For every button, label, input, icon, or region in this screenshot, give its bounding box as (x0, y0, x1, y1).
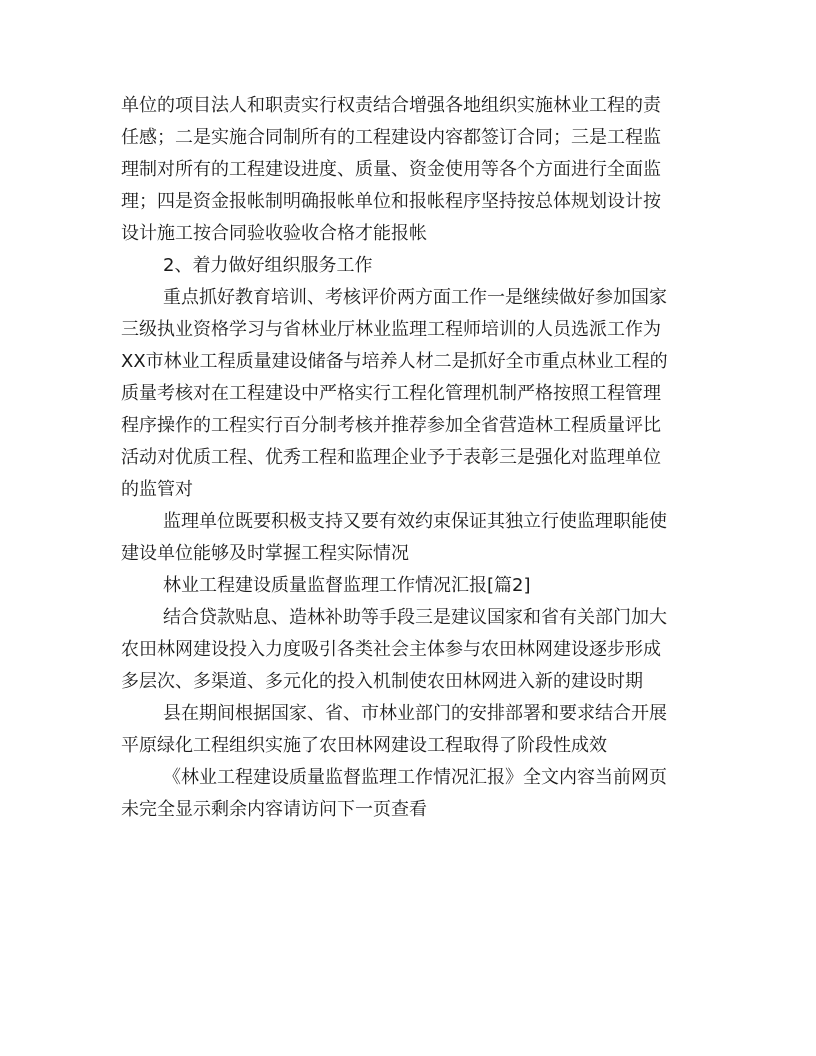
paragraph-responsibility-system (121, 90, 701, 250)
text-line: 理；四是资金报帐制明确报帐单位和报帐程序坚持按总体规划设计按 (121, 191, 661, 212)
text-line: 县在期间根据国家、省、市林业部门的安排部署和要求结合开展 (163, 703, 667, 724)
text-line: 结合贷款贴息、造林补助等手段三是建议国家和省有关部门加大 (163, 607, 667, 628)
text-line: 建设单位能够及时掌握工程实际情况 (121, 543, 409, 564)
text-line: 未完全显示剩余内容请访问下一页查看 (121, 799, 427, 820)
section-heading: 2、着力做好组织服务工作 (163, 255, 373, 276)
section-heading-organization-service (121, 250, 701, 282)
text-line: 质量考核对在工程建设中严格实行工程化管理机制严格按照工程管理 (121, 383, 661, 404)
text-line: 重点抓好教育培训、考核评价两方面工作一是继续做好参加国家 (163, 287, 667, 308)
text-line: XX市林业工程质量建设储备与培养人材二是抓好全市重点林业工程的 (121, 351, 668, 372)
text-line: 三级执业资格学习与省林业厅林业监理工程师培训的人员选派工作为 (121, 319, 661, 340)
paragraph-supervision-unit (121, 506, 701, 570)
text-line: 任感；二是实施合同制所有的工程建设内容都签订合同；三是工程监 (121, 127, 661, 148)
paragraph-continuation-notice (121, 762, 701, 826)
text-line: 的监管对 (121, 479, 193, 500)
text-line: 农田林网建设投入力度吸引各类社会主体参与农田林网建设逐步形成 (121, 639, 661, 660)
section-heading: 林业工程建设质量监督监理工作情况汇报[篇2] (163, 575, 531, 596)
section-heading-report-part2 (121, 570, 701, 602)
text-line: 单位的项目法人和职责实行权责结合增强各地组织实施林业工程的责 (121, 95, 661, 116)
paragraph-county-progress (121, 698, 701, 762)
text-line: 活动对优质工程、优秀工程和监理企业予于表彰三是强化对监理单位 (121, 447, 661, 468)
paragraph-farmland-investment (121, 602, 701, 698)
text-line: 多层次、多渠道、多元化的投入机制使农田林网进入新的建设时期 (121, 671, 643, 692)
text-line: 程序操作的工程实行百分制考核并推荐参加全省营造林工程质量评比 (121, 415, 661, 436)
text-line: 设计施工按合同验收验收合格才能报帐 (121, 223, 427, 244)
document-body (121, 90, 701, 826)
text-line: 《林业工程建设质量监督监理工作情况汇报》全文内容当前网页 (163, 767, 667, 788)
text-line: 平原绿化工程组织实施了农田林网建设工程取得了阶段性成效 (121, 735, 607, 756)
paragraph-training-assessment (121, 282, 701, 506)
text-line: 理制对所有的工程建设进度、质量、资金使用等各个方面进行全面监 (121, 159, 661, 180)
text-line: 监理单位既要积极支持又要有效约束保证其独立行使监理职能使 (163, 511, 667, 532)
